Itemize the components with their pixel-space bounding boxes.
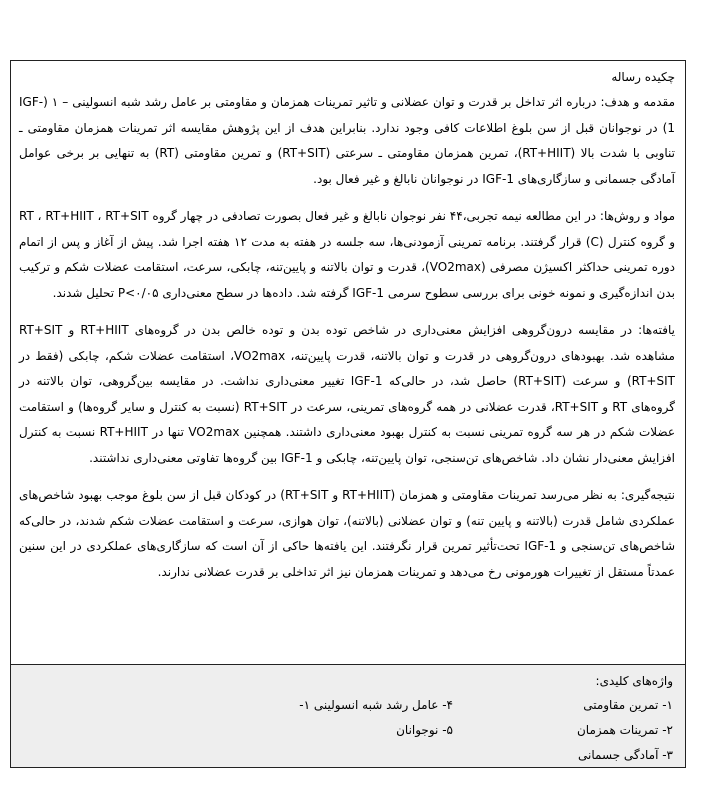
abstract-title: چکیده رساله	[611, 70, 675, 84]
keywords-title: واژه‌های کلیدی:	[595, 674, 673, 688]
abstract-section	[11, 61, 685, 664]
keyword-item	[299, 693, 453, 718]
keyword-label: ۱- تمرین مقاومتی	[583, 698, 673, 712]
keyword-label: ۵- نوجوانان	[396, 723, 453, 737]
keyword-item	[577, 718, 673, 743]
keyword-label: ۳- آمادگی جسمانی	[578, 748, 673, 762]
keyword-item	[577, 693, 673, 718]
abstract-methods-paragraph: مواد و روش‌ها: در این مطالعه نیمه تجربی،۴۴ نفر نوجوان نابالغ و غیر فعال بصورت تصادفی در چهار گروه RT ، RT+HIIT ، RT+SIT و گروه کنترل (C) قرار گرفتند. برنامه تمرینی آزمودنی‌ها، سه جلسه در هفته به مدت ۱۲ هفته اجرا شد. پیش از آغاز و پس از اتمام دوره تمرینی حداکثر اکسیژن مصرفی (VO2max)، قدرت و توان بالاتنه و پایین‌تنه، چابکی، سرعت، استقامت عضلات شکم و ترکیب بدن اندازه‌گیری و نمونه خونی برای بررسی سطوح سرمی IGF-1 گرفته شد. داده‌ها در سطح معنی‌داری P<۰/۰۵ تحلیل شدند.	[19, 209, 676, 300]
keyword-label: ۲- تمرینات همزمان	[576, 723, 673, 737]
abstract-results-paragraph: یافته‌ها: در مقایسه درون‌گروهی افزایش معنی‌داری در شاخص توده بدن و توده خالص بدن در گروه‌های RT+HIIT و RT+SIT مشاهده شد. بهبودهای درون‌گروهی در قدرت و توان بالاتنه، قدرت پایین‌تنه، VO2max، استقامت عضلات شکم، چابکی (فقط در RT+SIT) و سرعت (RT+SIT) حاصل شد، در حالی‌که IGF-1 تغییر معنی‌داری نداشت. در مقایسه بین‌گروهی، توان بالاتنه در گروه‌های RT و RT+SIT، قدرت عضلانی در همه گروه‌های تمرینی، سرعت در RT+SIT (نسبت به کنترل و سایر گروه‌ها) و استقامت عضلات شکم در هر سه گروه تمرینی نسبت به کنترل بهبود معنی‌داری داشتند. همچنین VO2max تنها در RT+HIIT نسبت به کنترل افزایش معنی‌دار نشان داد. شاخص‌های تن‌سنجی، توان پایین‌تنه، چابکی و IGF-1 بین گروه‌ها تفاوتی معنی‌داری نداشتند.	[19, 323, 675, 465]
keywords-section	[11, 664, 685, 767]
keyword-label: ۴- عامل رشد شبه انسولینی ۱-	[299, 698, 453, 712]
keywords-column-right	[577, 693, 673, 768]
keyword-item	[577, 743, 673, 768]
abstract-conclusion-paragraph: نتیجه‌گیری: به نظر می‌رسد تمرینات مقاومتی و همزمان (RT+HIIT و RT+SIT) در کودکان قبل از سن بلوغ موجب بهبود شاخص‌های عملکردی شامل قدرت (بالاتنه و پایین تنه) و توان عضلانی (بالاتنه)، توان هوازی، سرعت و استقامت عضلات شکم شدند، در حالی‌که شاخص‌های تن‌سنجی و IGF-1 تحت‌تأثیر تمرین قرار نگرفتند. این یافته‌ها حاکی از آن است که سازگاری‌های عملکردی در این سنین عمدتاً مستقل از تغییرات هورمونی رخ می‌دهد و تمرینات همزمان نیز اثر تداخلی بر قدرت عضلانی ندارند.	[19, 488, 676, 579]
abstract-introduction-paragraph: مقدمه و هدف: درباره اثر تداخل بر قدرت و توان عضلانی و تاثیر تمرینات همزمان و مقاومتی بر عامل رشد شبه انسولینی – ۱ (IGF-1) در نوجوانان قبل از سن بلوغ اطلاعات کافی وجود ندارد. بنابراین هدف از این پژوهش مقایسه اثر تمرینات همزمان مقاومتی ـ تناوبی با شدت بالا (RT+HIIT)، تمرین همزمان مقاومتی ـ سرعتی (RT+SIT) و تمرین مقاومتی (RT) به تنهایی بر برخی عوامل آمادگی جسمانی و سازگاری‌های IGF-1 در نوجوانان نابالغ و غیر فعال بود.	[19, 95, 676, 186]
keyword-item	[299, 718, 453, 743]
abstract-frame	[10, 60, 686, 768]
keywords-column-left	[299, 693, 453, 743]
